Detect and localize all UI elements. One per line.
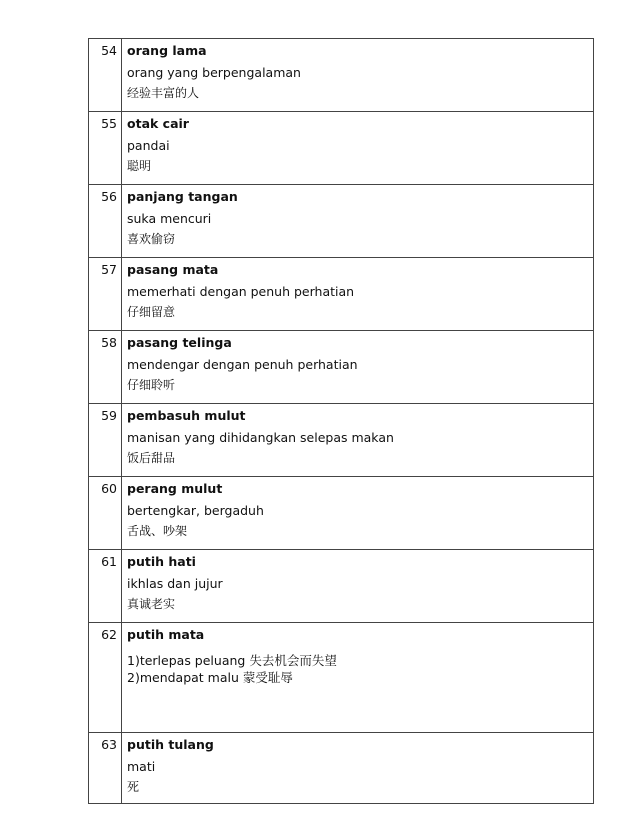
table-row	[89, 477, 594, 550]
entry-chinese: 饭后甜品	[127, 451, 176, 465]
entry-meaning: orang yang berpengalaman	[127, 65, 301, 80]
table-row	[89, 331, 594, 404]
entry-chinese: 经验丰富的人	[127, 86, 200, 100]
entry-number: 63	[89, 733, 122, 804]
entry-term: panjang tangan	[127, 189, 238, 204]
entry-content	[122, 404, 594, 477]
table-row	[89, 185, 594, 258]
table-row	[89, 258, 594, 331]
entry-content	[122, 185, 594, 258]
entry-content	[122, 258, 594, 331]
entry-term: putih hati	[127, 554, 196, 569]
entry-number: 57	[89, 258, 122, 331]
entry-term: otak cair	[127, 116, 189, 131]
table-row	[89, 112, 594, 185]
entry-number: 59	[89, 404, 122, 477]
entry-content	[122, 331, 594, 404]
entry-term: perang mulut	[127, 481, 223, 496]
entry-meaning-line: 2)mendapat malu 蒙受耻辱	[127, 670, 293, 685]
entry-meaning: ikhlas dan jujur	[127, 576, 223, 591]
entry-content	[122, 477, 594, 550]
entry-meaning: mati	[127, 759, 156, 774]
entry-meaning: pandai	[127, 138, 170, 153]
entry-term: orang lama	[127, 43, 207, 58]
entry-meaning: suka mencuri	[127, 211, 212, 226]
entry-meaning: memerhati dengan penuh perhatian	[127, 284, 355, 299]
table-row	[89, 623, 594, 733]
entry-content	[122, 550, 594, 623]
entry-number: 60	[89, 477, 122, 550]
entry-chinese: 仔细聆听	[127, 378, 176, 392]
entry-term: putih mata	[127, 627, 205, 642]
entry-term: putih tulang	[127, 737, 214, 752]
entry-number: 54	[89, 39, 122, 112]
table-row	[89, 733, 594, 804]
entry-chinese: 舌战、吵架	[127, 524, 188, 538]
entry-meaning: mendengar dengan penuh perhatian	[127, 357, 358, 372]
entry-meaning: bertengkar, bergaduh	[127, 503, 264, 518]
entry-chinese: 真诚老实	[127, 597, 176, 611]
entry-content	[122, 623, 594, 733]
entry-chinese: 死	[127, 780, 140, 794]
entry-content	[122, 733, 594, 804]
entry-chinese: 仔细留意	[127, 305, 176, 319]
entry-term: pasang mata	[127, 262, 219, 277]
table-row	[89, 550, 594, 623]
entry-term: pasang telinga	[127, 335, 232, 350]
entry-number: 61	[89, 550, 122, 623]
entry-number: 56	[89, 185, 122, 258]
table-row	[89, 404, 594, 477]
entry-number: 62	[89, 623, 122, 733]
entry-term: pembasuh mulut	[127, 408, 246, 423]
entry-content	[122, 112, 594, 185]
entry-chinese: 喜欢偷窃	[127, 232, 176, 246]
entry-content	[122, 39, 594, 112]
entry-meaning-line: 1)terlepas peluang 失去机会而失望	[127, 653, 337, 668]
entry-number: 58	[89, 331, 122, 404]
idiom-table	[88, 38, 594, 804]
entry-meaning: manisan yang dihidangkan selepas makan	[127, 430, 394, 445]
entry-number: 55	[89, 112, 122, 185]
entry-chinese: 聪明	[127, 159, 152, 173]
table-row	[89, 39, 594, 112]
